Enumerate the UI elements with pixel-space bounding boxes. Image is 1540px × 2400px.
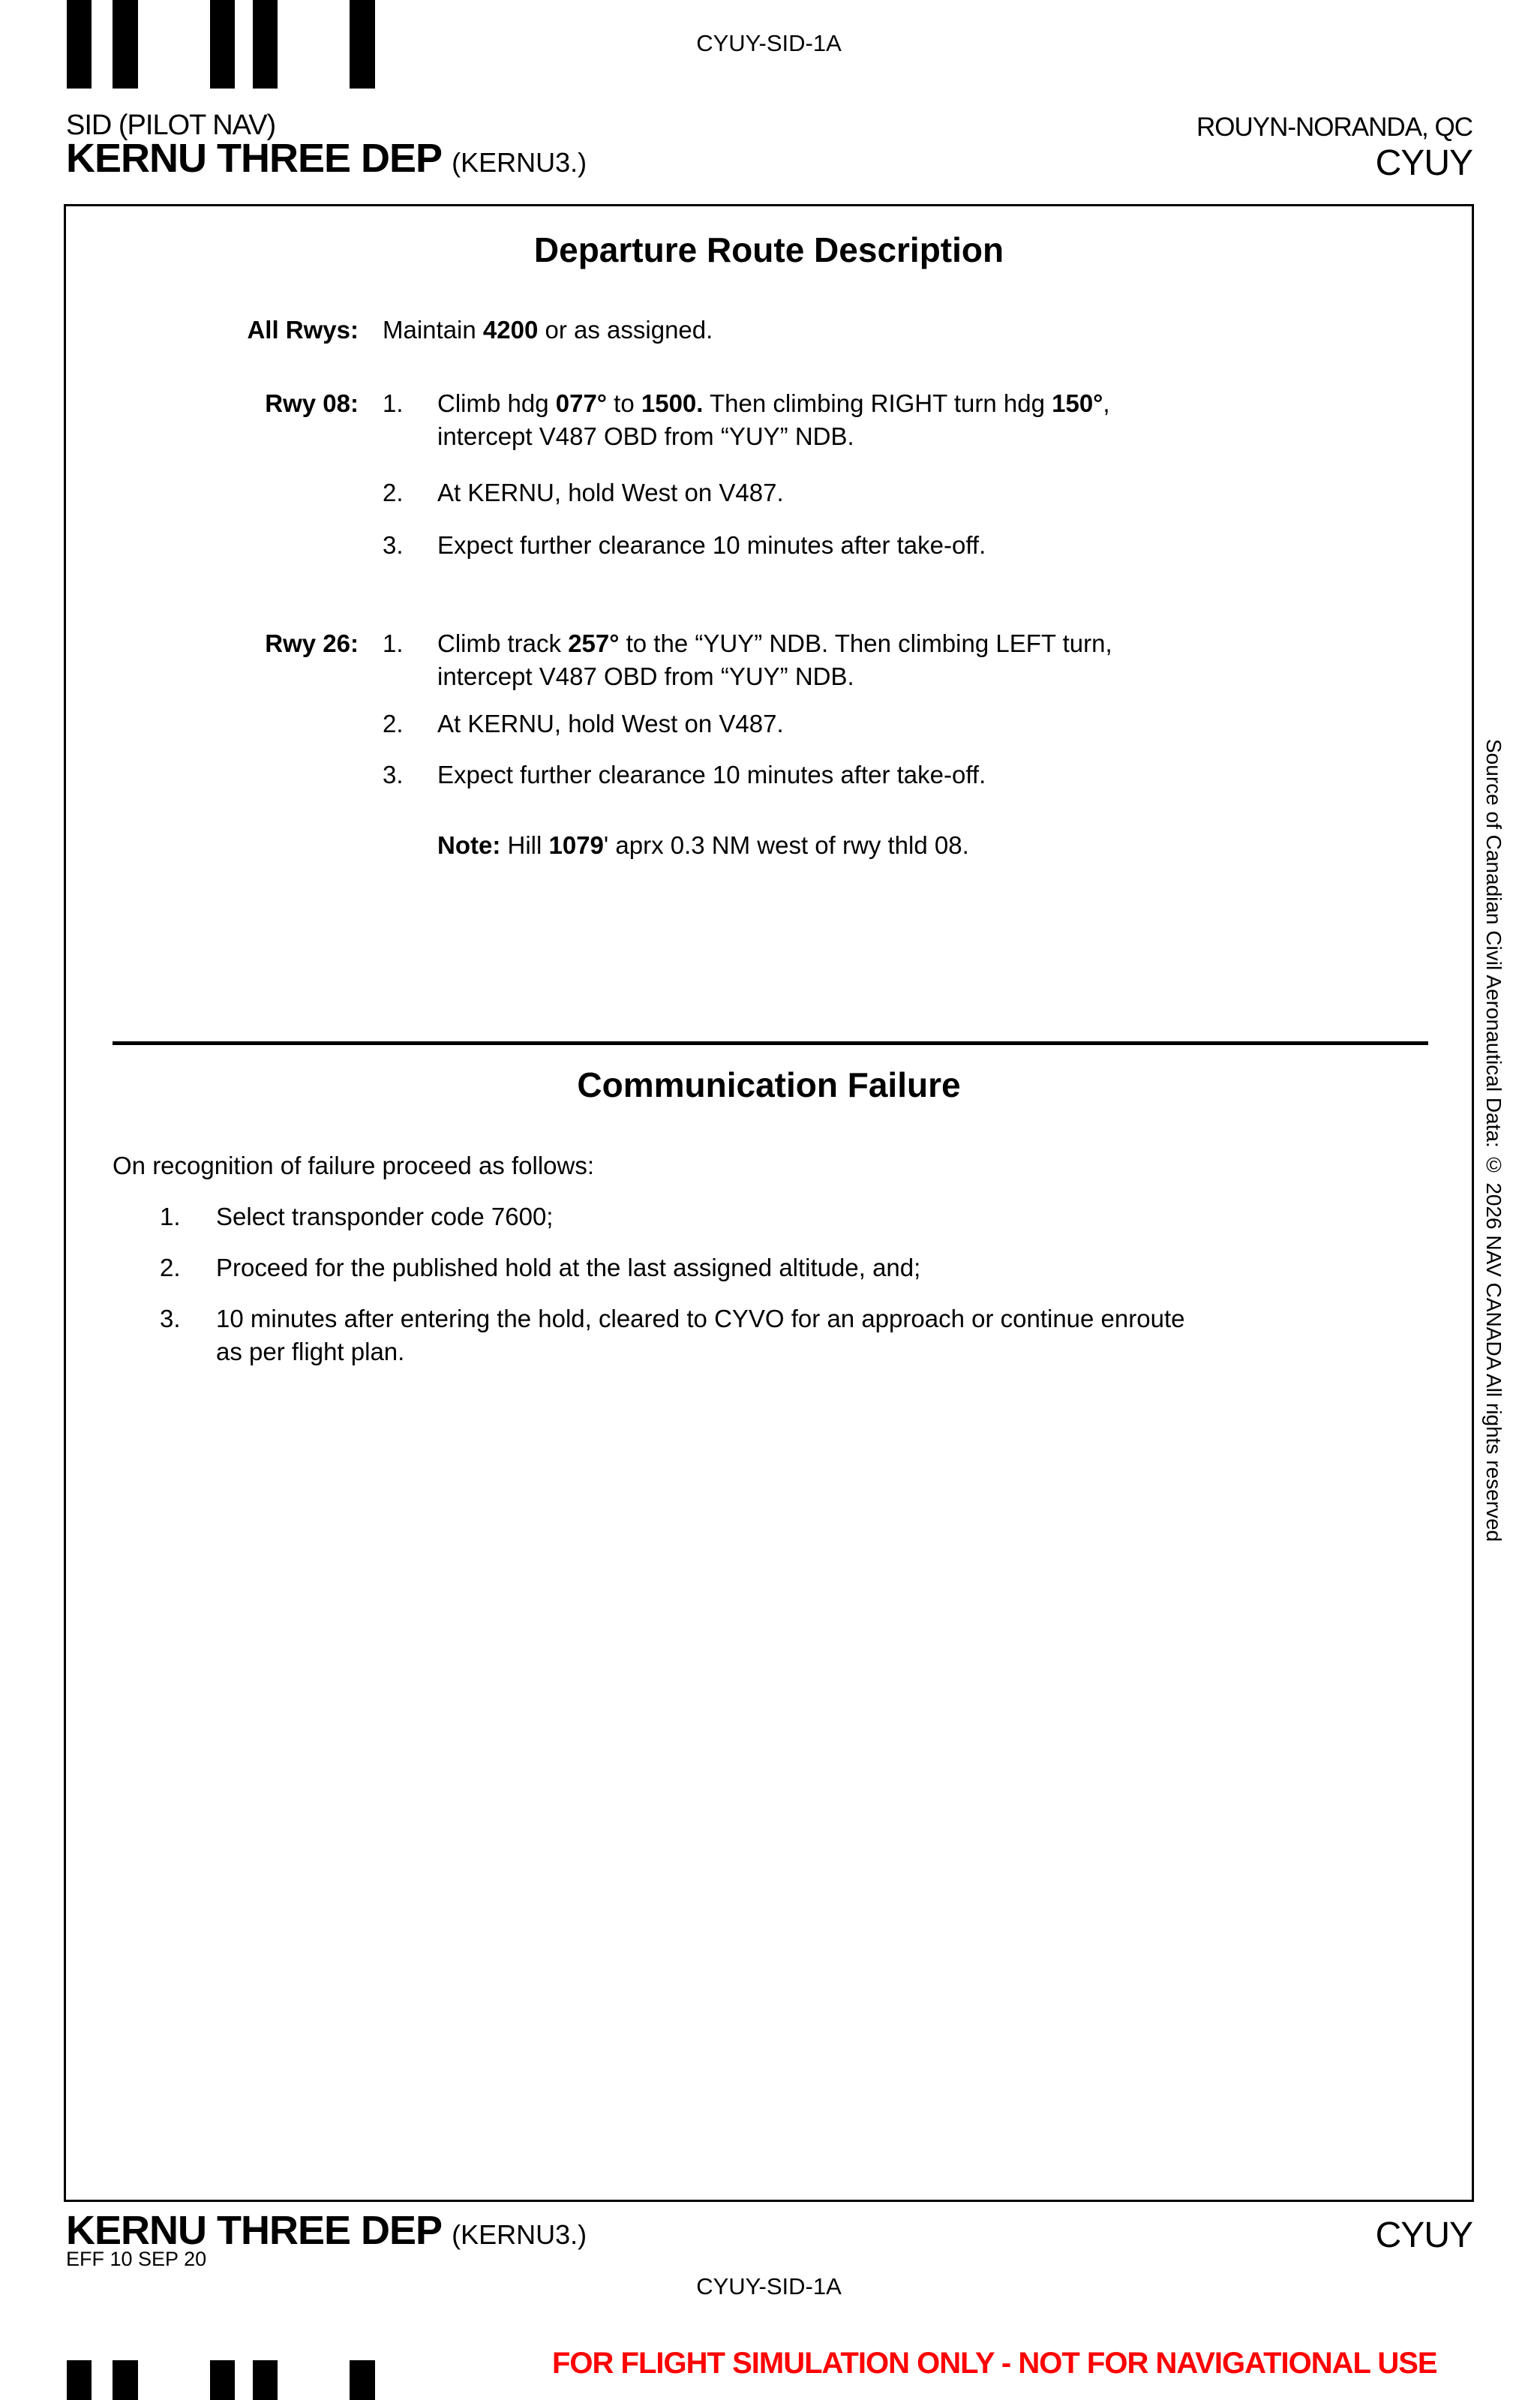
registration-bar: [67, 2360, 92, 2400]
city-name: ROUYN-NORANDA, QC: [1196, 113, 1472, 142]
registration-bar: [113, 2360, 138, 2400]
rwy26-label: Rwy 26:: [265, 629, 359, 657]
rwy08-item1-number: 1.: [383, 389, 404, 417]
comm-item1-number: 1.: [160, 1203, 181, 1230]
rwy26-item3-text: Expect further clearance 10 minutes after take-off.: [437, 761, 986, 788]
route-description-title: Departure Route Description: [533, 230, 1004, 269]
procedure-id: (KERNU3.): [452, 147, 587, 178]
comm-item1-text: Select transponder code 7600;: [216, 1203, 554, 1230]
rwy08-item1-text: Climb hdg 077° to 1500. Then climbing RIGHT turn hdg 150°, intercept V487 OBD from “YUY” NDB.: [437, 389, 1110, 450]
rwy08-item2-number: 2.: [383, 479, 404, 506]
comm-item3-number: 3.: [160, 1305, 181, 1332]
rwy26-item3-number: 3.: [383, 761, 404, 788]
chart-code-top: CYUY-SID-1A: [696, 30, 842, 56]
note-text: Note: Hill 1079' aprx 0.3 NM west of rwy thld 08.: [437, 831, 969, 859]
all-rwys-text: Maintain 4200 or as assigned.: [383, 316, 713, 344]
procedure-name-bottom: KERNU THREE DEP: [66, 2208, 442, 2253]
comm-item2-number: 2.: [160, 1254, 181, 1281]
procedure-id-bottom: (KERNU3.): [452, 2219, 587, 2250]
rwy26-item2-text: At KERNU, hold West on V487.: [437, 710, 784, 737]
registration-bar: [253, 2360, 278, 2400]
airport-code-top: CYUY: [1375, 143, 1472, 183]
procedure-title: [66, 135, 587, 182]
comm-item2-text: Proceed for the published hold at the last assigned altitude, and;: [216, 1254, 921, 1281]
registration-bar: [350, 2360, 375, 2400]
rwy08-item3-number: 3.: [383, 531, 404, 559]
airport-code-bottom: CYUY: [1375, 2215, 1472, 2255]
effective-date: EFF 10 SEP 20: [66, 2248, 207, 2270]
procedure-title-bottom: [66, 2207, 587, 2254]
rwy26-item1-text: Climb track 257° to the “YUY” NDB. Then climbing LEFT turn, intercept V487 OBD from “YUY” NDB.: [437, 629, 1112, 690]
registration-bar: [210, 2360, 235, 2400]
comm-item3-text: 10 minutes after entering the hold, cleared to CYVO for an approach or continue enroute as per flight plan.: [216, 1305, 1185, 1365]
rwy08-item2-text: At KERNU, hold West on V487.: [437, 479, 784, 506]
rwy26-item2-number: 2.: [383, 710, 404, 737]
procedure-name: KERNU THREE DEP: [66, 136, 442, 181]
section-divider: [113, 1041, 1428, 1045]
rwy08-label: Rwy 08:: [265, 389, 359, 417]
rwy26-item1-number: 1.: [383, 629, 404, 657]
rwy08-item3-text: Expect further clearance 10 minutes after take-off.: [437, 531, 986, 559]
comm-failure-title: Communication Failure: [577, 1065, 961, 1104]
chart-category: SID (PILOT NAV): [66, 110, 276, 141]
simulation-warning: FOR FLIGHT SIMULATION ONLY - NOT FOR NAVIGATIONAL USE: [552, 2347, 1437, 2380]
all-rwys-label: All Rwys:: [247, 316, 359, 344]
comm-failure-intro: On recognition of failure proceed as follows:: [113, 1152, 595, 1179]
copyright-sidebar-text: Source of Canadian Civil Aeronautical Data: © 2026 NAV CANADA All rights reserved: [1482, 739, 1505, 1542]
chart-code-bottom: CYUY-SID-1A: [696, 2273, 842, 2299]
